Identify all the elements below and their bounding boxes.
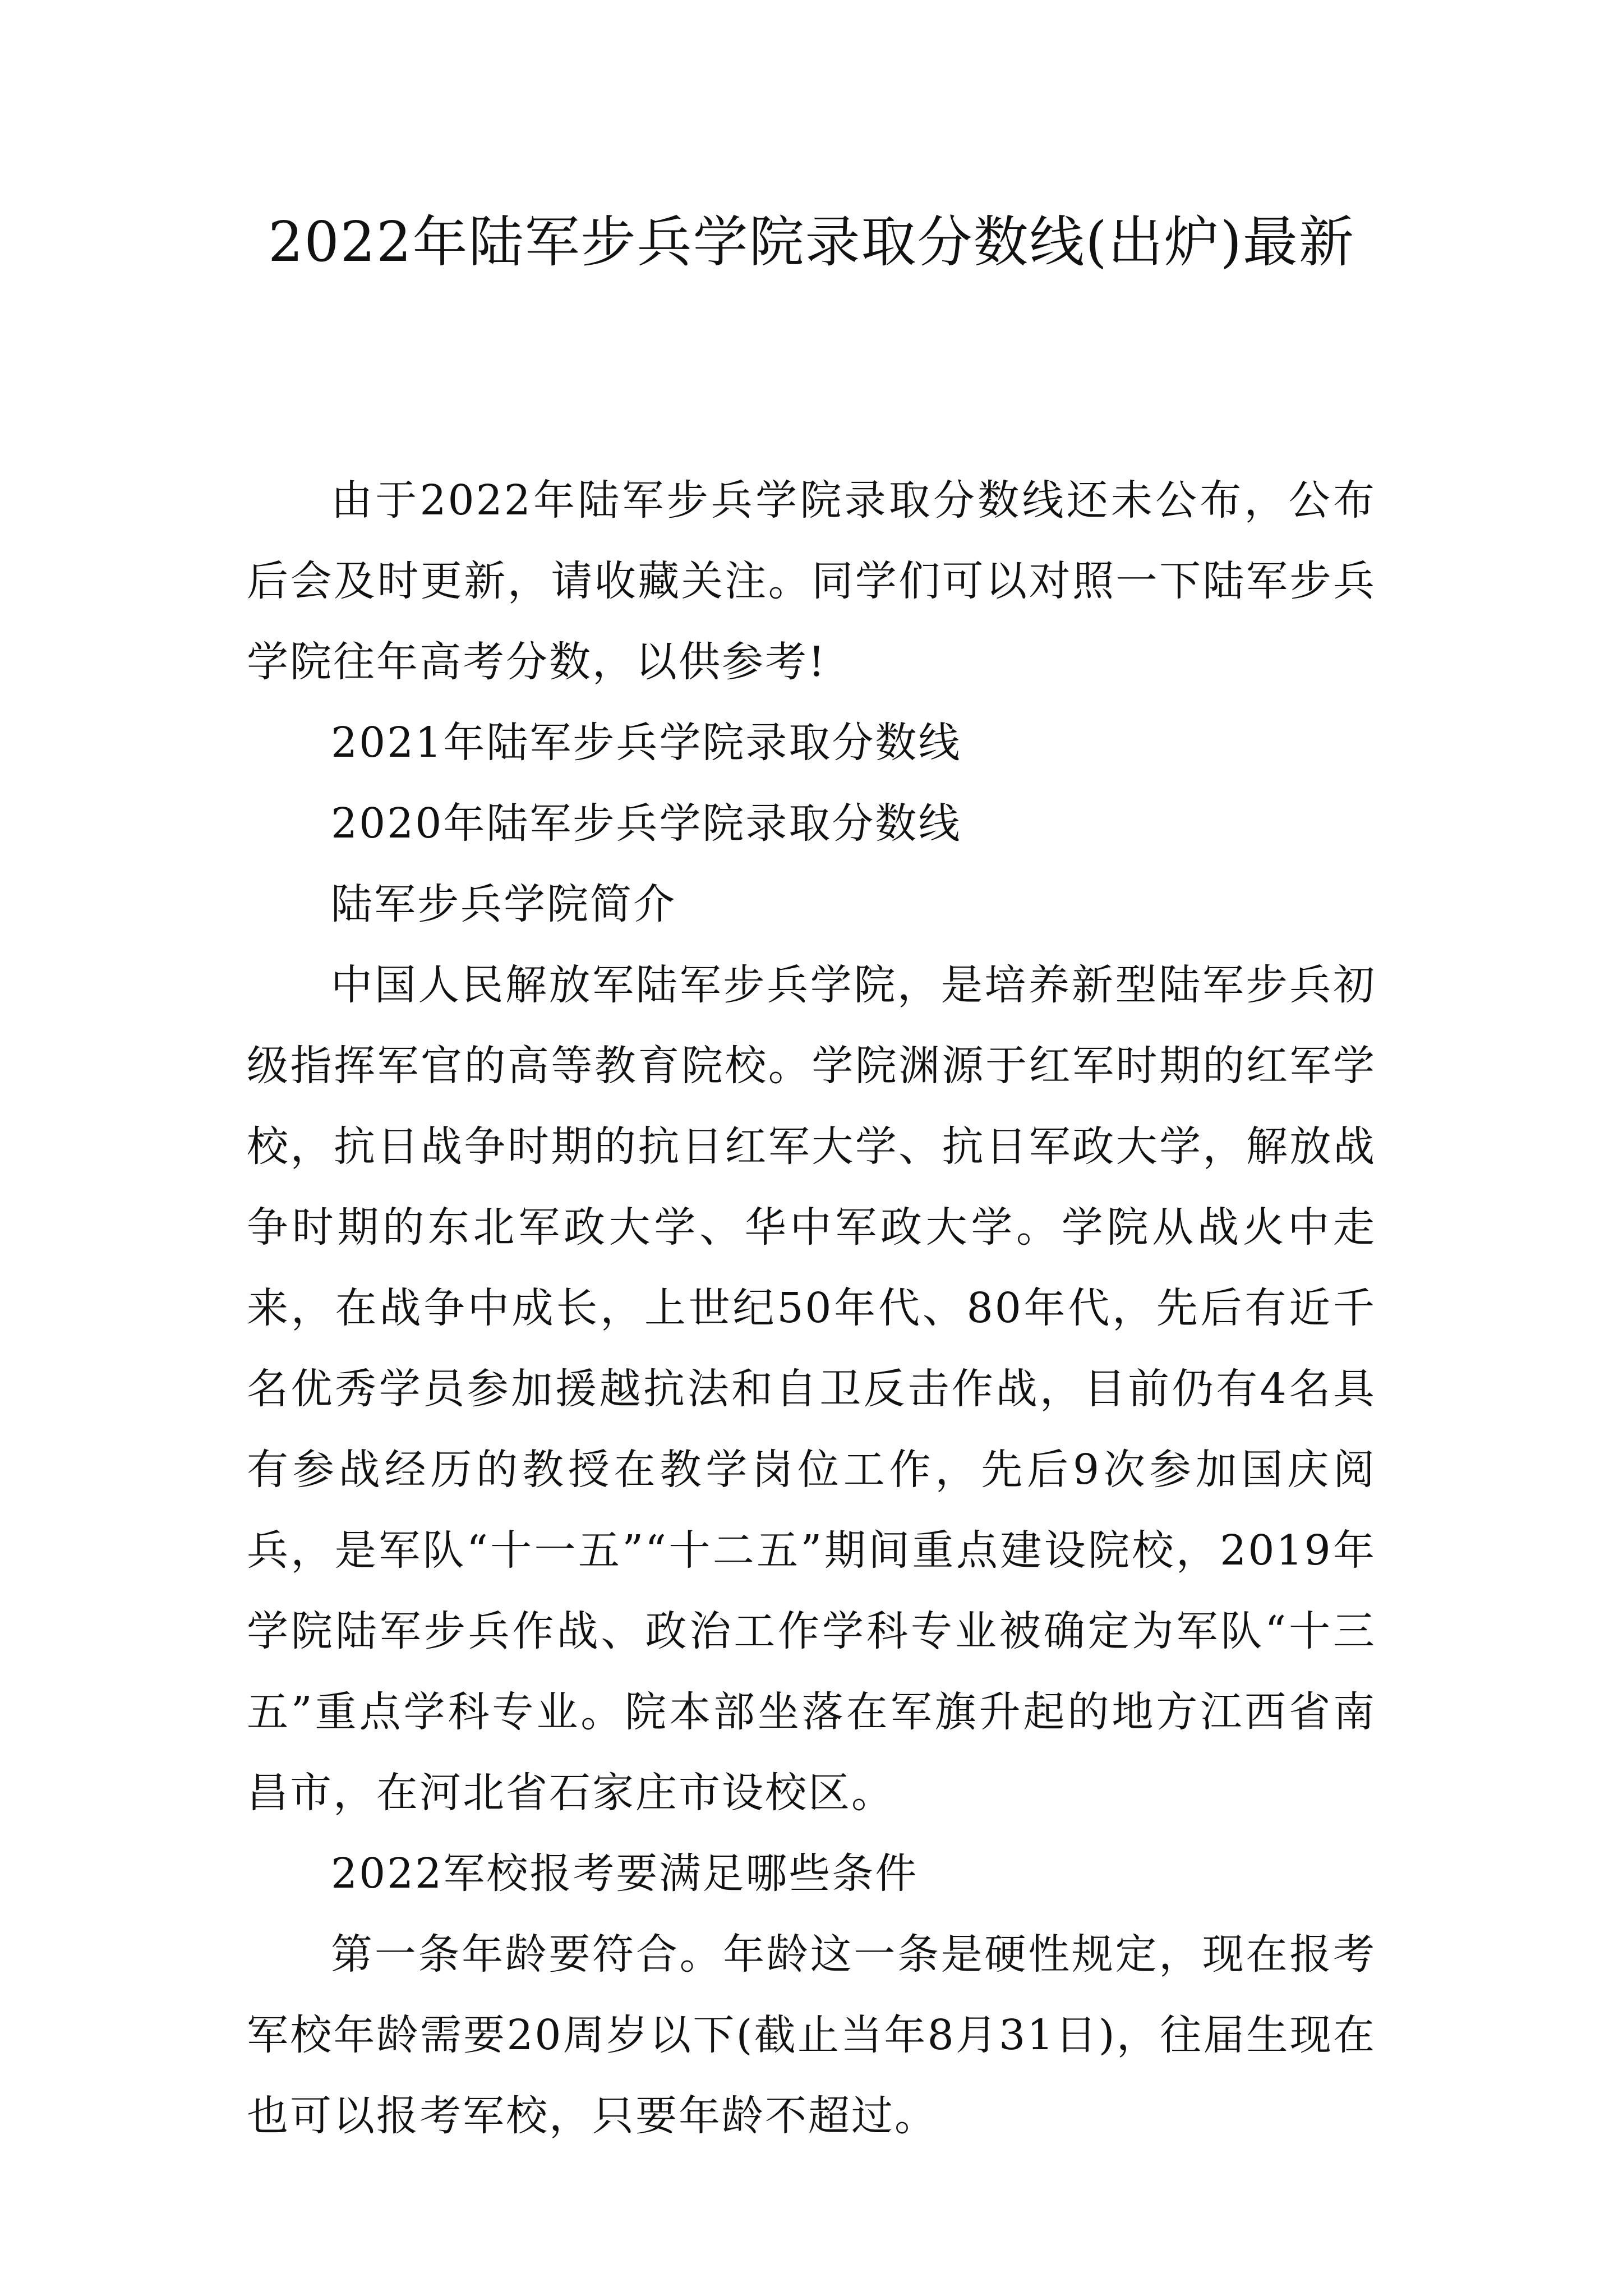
paragraph-age-condition: 第一条年龄要符合。年龄这一条是硬性规定，现在报考军校年龄需要20周岁以下(截止当年8月31日)，往届生现在也可以报考军校，只要年龄不超过。: [247, 1930, 1376, 2140]
paragraph-2020-scores: 2020年陆军步兵学院录取分数线: [331, 799, 962, 848]
document-title: 2022年陆军步兵学院录取分数线(出炉)最新: [268, 210, 1355, 274]
paragraph-intro-heading: 陆军步兵学院简介: [331, 880, 676, 928]
paragraph-school-history: 中国人民解放军陆军步兵学院，是培养新型陆军步兵初级指挥军官的高等教育院校。学院渊源于红军时期的红军学校，抗日战争时期的抗日红军大学、抗日军政大学，解放战争时期的东北军政大学、华中军政大学。学院从战火中走来，在战争中成长，上世纪50年代、80年代，先后有近千名优秀学员参加援越抗法和自卫反击作战，目前仍有4名具有参战经历的教授在教学岗位工作，先后9次参加国庆阅兵，是军队“十一五”“十二五”期间重点建设院校，2019年学院陆军步兵作战、政治工作学科专业被确定为军队“十三五”重点学科专业。院本部坐落在军旗升起的地方江西省南昌市，在河北省石家庄市设校区。: [247, 961, 1376, 1817]
document-body: [247, 460, 1376, 2156]
paragraph-2021-scores: 2021年陆军步兵学院录取分数线: [331, 719, 962, 767]
paragraph-intro: 由于2022年陆军步兵学院录取分数线还未公布，公布后会及时更新，请收藏关注。同学们可以对照一下陆军步兵学院往年高考分数，以供参考!: [247, 476, 1376, 686]
paragraph-conditions-heading: 2022军校报考要满足哪些条件: [331, 1849, 919, 1898]
